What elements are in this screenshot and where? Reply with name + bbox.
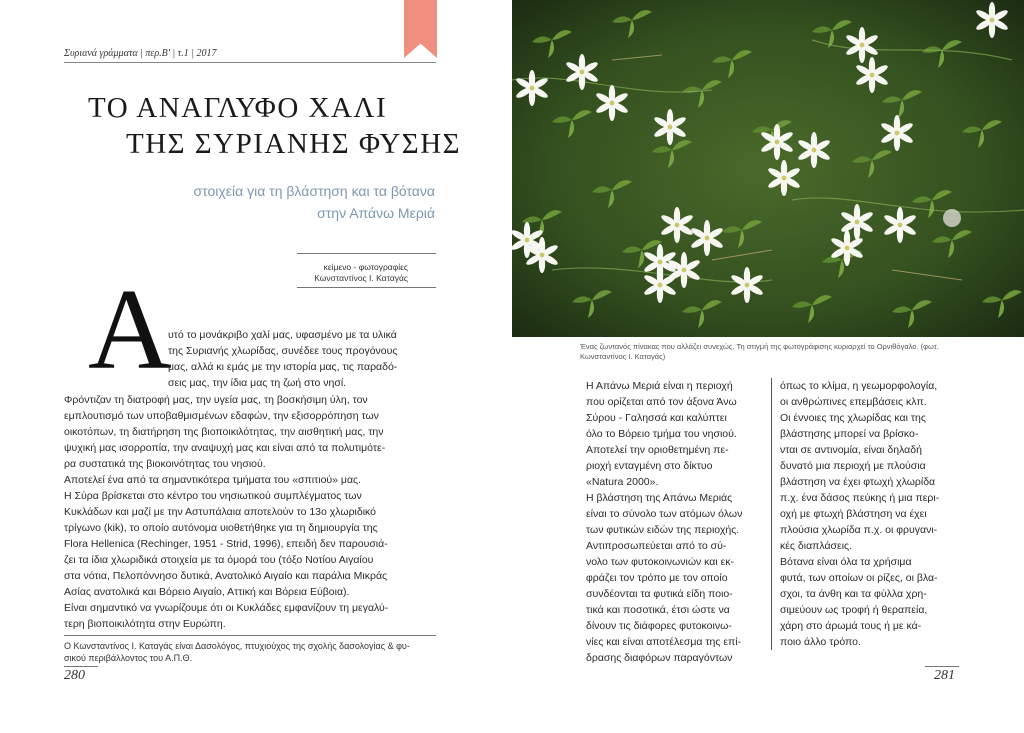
flower-photo: [512, 0, 1024, 337]
credits-role: κείμενο - φωτογραφίες: [323, 262, 408, 272]
body-line: όλο το Βόρειο τμήμα του νησιού.: [586, 428, 737, 440]
body-line: τρίγωνο (kik), το οποίο αυτόνομα υιοθετήθηκε για τη δημιουργία της: [64, 522, 378, 534]
star-of-bethlehem-flowers-photo: [512, 0, 1024, 337]
body-line: ρα συστατικά της βιοκοινότητας του νησιού.: [64, 458, 266, 470]
body-line: π.χ. ένα δάσος πεύκης ή μια περι-: [780, 492, 940, 504]
article-title-line-2: ΤΗΣ ΣΥΡΙΑΝΗΣ ΦΥΣΗΣ: [126, 128, 462, 160]
body-line: κές διαπλάσεις.: [780, 540, 853, 552]
body-line: Φρόντιζαν τη διατροφή μας, την υγεία μας, τη βοσκήσιμη ύλη, τον: [64, 394, 368, 406]
body-line: Flora Hellenica (Rechinger, 1951 - Strid, 1996), επειδή δεν παρουσιά-: [64, 538, 388, 550]
body-line: οικοτόπων, τη διατήρηση της βιοποικιλότητας, την αισθητική μας, την: [64, 426, 384, 438]
page-number-rule: [64, 666, 98, 667]
photo-caption-line-1: Ένας ζωντανός πίνακας που αλλάζει συνεχώς. Τη στιγμή της φωτογράφισης κυριαρχεί το Ορνιθόγαλο. (φωτ.: [580, 342, 939, 351]
author-footnote-line-2: σικού περιβάλλοντος του Α.Π.Θ.: [64, 653, 193, 663]
body-line: των φυτικών ειδών της περιοχής.: [586, 524, 740, 536]
body-line: τερη βιοποικιλότητα στην Ευρώπη.: [64, 618, 226, 630]
body-line: τικά και ποσοτικά, έτσι ώστε να: [586, 604, 730, 616]
body-line: Είναι σημαντικό να γνωρίζουμε ότι οι Κυκλάδες εμφανίζουν τη μεγαλύ-: [64, 602, 389, 614]
body-line: εμπλουτισμό των υποβαθμισμένων εδαφών, την εξισορρόπηση των: [64, 410, 379, 422]
body-line: ψυχική μας ισορροπία, την αναψυχή μας και είναι από τα πολυτιμότε-: [64, 442, 386, 454]
body-line: φράζει τον τρόπο με τον οποίο: [586, 572, 728, 584]
page-number-right: 281: [934, 668, 955, 683]
body-line: σιμεύουν ως τροφή ή θεραπεία,: [780, 604, 928, 616]
body-line: φυτά, των οποίων οι ρίζες, οι βλα-: [780, 572, 938, 584]
body-line: Σύρου - Γαλησσά και καλύπτει: [586, 412, 727, 424]
body-line: οι ανθρώπινες επεμβάσεις κλπ.: [780, 396, 927, 408]
column-divider: [771, 378, 772, 650]
body-line: ριοχή ενταγμένη στο δίκτυο: [586, 460, 713, 472]
body-line: δίνουν τις διάφορες φυτοκοινω-: [586, 620, 732, 632]
body-line: νίες και είναι αποτέλεσμα της επί-: [586, 636, 742, 648]
author-footnote-line-1: Ο Κωνσταντίνος Ι. Καταγάς είναι Δασολόγος, πτυχιούχος της σχολής δασολογίας & φυ-: [64, 641, 410, 651]
body-line: ζει τα ίδια χλωριδικά στοιχεία με τα όμορά του (τόξο Νοτίου Αιγαίου: [64, 554, 374, 566]
article-title-line-1: ΤΟ ΑΝΑΓΛΥΦΟ ΧΑΛΙ: [88, 92, 388, 124]
body-line: είναι το σύνολο των ατόμων όλων: [586, 508, 743, 520]
body-line: νται σε αντινομία, είναι δηλαδή: [780, 444, 922, 456]
article-subtitle-line-1: στοιχεία για τη βλάστηση και τα βότανα: [193, 183, 435, 199]
body-line: οχή με φτωχή βλάστηση να έχει: [780, 508, 927, 520]
body-line: μας, αλλά κι εμάς με την ιστορία μας, τις παραδό-: [168, 361, 398, 373]
page-number-rule: [925, 666, 959, 667]
article-subtitle-line-2: στην Απάνω Μεριά: [317, 205, 435, 221]
body-line: «Natura 2000».: [586, 476, 659, 488]
bookmark-ribbon: [404, 0, 437, 58]
body-line: Αποτελεί την οριοθετημένη πε-: [586, 444, 729, 456]
body-line: Κυκλάδων και μαζί με την Αστυπάλαια αποτελούν το 13ο χλωριδικό: [64, 506, 377, 518]
photo-caption-line-2: Κωνσταντίνος Ι. Καταγάς): [580, 352, 666, 361]
credits-author: Κωνσταντίνος Ι. Καταγάς: [314, 273, 408, 283]
body-line: βλάστησης μπορεί να βρίσκο-: [780, 428, 919, 440]
body-line: στα νότια, Πελοπόννησο δυτικά, Ανατολικό Αιγαίο και παράλια Μικράς: [64, 570, 388, 582]
page-number-left: 280: [64, 668, 85, 683]
body-line: συνδέονται τα φυτικά είδη ποιο-: [586, 588, 733, 600]
body-line: Η βλάστηση της Απάνω Μεριάς: [586, 492, 733, 504]
body-line: νολο των φυτοκοινωνιών και εκ-: [586, 556, 735, 568]
body-line: δυνατό μια περιοχή με πλούσια: [780, 460, 926, 472]
body-line: όπως το κλίμα, η γεωμορφολογία,: [780, 380, 938, 392]
drop-cap: Α: [88, 266, 172, 394]
body-line: Οι έννοιες της χλωρίδας και της: [780, 412, 926, 424]
footnote-rule: [64, 635, 436, 636]
body-line: που ορίζεται από τον άξονα Άνω: [586, 396, 737, 408]
body-line: Η Σύρα βρίσκεται στο κέντρο του νησιωτικού συμπλέγματος των: [64, 490, 362, 502]
body-line: σχοι, τα άνθη και τα φύλλα χρη-: [780, 588, 927, 600]
body-line: Η Απάνω Μεριά είναι η περιοχή: [586, 380, 733, 392]
body-line: χάρη στο άρωμά τους ή με κά-: [780, 620, 922, 632]
header-rule: [64, 62, 436, 63]
credits-rule-bottom: [297, 287, 436, 288]
body-line: της Συριανής χλωρίδας, συνέδεε τους προγόνους: [168, 345, 398, 357]
body-line: βλάστηση να έχει φτωχή χλωρίδα: [780, 476, 936, 488]
body-line: Αποτελεί ένα από τα σημαντικότερα τμήματα του «σπιτιού» μας.: [64, 474, 362, 486]
body-line: σεις μας, την ίδια μας τη ζωή στο νησί.: [168, 377, 347, 389]
body-line: Ασίας ανατολικά και Βόρειο Αιγαίο, Αττική και Βόρεια Εύβοια).: [64, 586, 350, 598]
body-line: πλούσια χλωρίδα π.χ. οι φρυγανι-: [780, 524, 938, 536]
credits-rule-top: [297, 253, 436, 254]
body-line: ποιο άλλο τρόπο.: [780, 636, 861, 648]
body-line: υτό το μονάκριβο χαλί μας, υφασμένο με τα υλικά: [168, 329, 397, 341]
body-line: Βότανα είναι όλα τα χρήσιμα: [780, 556, 912, 568]
running-head: Συριανά γράμματα | περ.Β' | τ.1 | 2017: [64, 48, 217, 59]
body-line: δρασης διαφόρων παραγόντων: [586, 652, 733, 664]
body-line: Αντιπροσωπεύεται από το σύ-: [586, 540, 727, 552]
